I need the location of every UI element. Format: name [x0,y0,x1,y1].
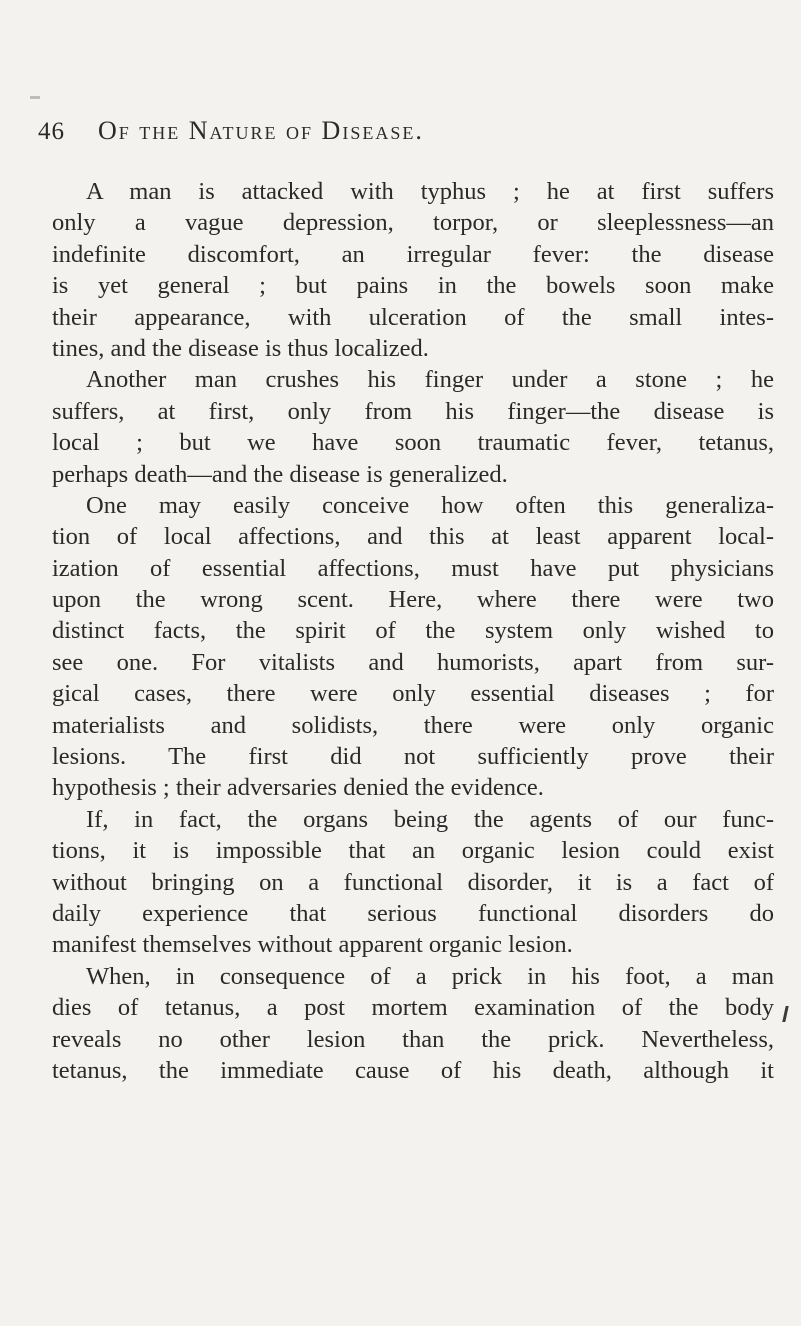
text-line: One may easily conceive how often this generaliza- [86,491,774,519]
text-line: When, in consequence of a prick in his foot, a man [86,962,774,990]
margin-mark [782,1006,788,1022]
text-line: see one. For vitalists and humorists, apart from sur- [52,648,774,676]
text-line: tions, it is impossible that an organic lesion could exist [52,837,774,865]
text-line: gical cases, there were only essential diseases ; for [52,680,774,708]
text-line: tion of local affections, and this at least apparent local- [52,523,774,551]
text-line: A man is attacked with typhus ; he at first suffers [86,178,774,205]
body-text [52,176,774,1086]
text-line: without bringing on a functional disorder, it is a fact of [52,868,774,896]
text-line: tines, and the disease is thus localized. [52,334,429,362]
text-line: indefinite discomfort, an irregular fever: the disease [52,240,774,268]
text-line: suffers, at first, only from his finger—the disease is [52,397,774,425]
text-line: upon the wrong scent. Here, where there were two [52,586,774,614]
text-line: local ; but we have soon traumatic fever, tetanus, [52,429,774,457]
text-line: reveals no other lesion than the prick. Nevertheless, [52,1025,774,1053]
text-line: is yet general ; but pains in the bowels soon make [52,272,774,300]
text-line: tetanus, the immediate cause of his death, although it [52,1056,774,1084]
text-line: materialists and solidists, there were only organic [52,711,774,739]
text-line: If, in fact, the organs being the agents of our func- [86,805,774,833]
text-line: hypothesis ; their adversaries denied the evidence. [52,774,544,802]
text-line: perhaps death—and the disease is generalized. [52,460,508,488]
text-line: ization of essential affections, must have put physicians [52,554,774,582]
running-title: Of the Nature of Disease. [98,116,424,145]
text-line: distinct facts, the spirit of the system only wished to [52,617,774,645]
page-number: 46 [38,118,65,145]
text-line: dies of tetanus, a post mortem examination of the body [52,994,774,1022]
text-line: only a vague depression, torpor, or sleeplessness—an [52,209,774,237]
text-line: their appearance, with ulceration of the small intes- [52,303,774,331]
text-line: lesions. The first did not sufficiently prove their [52,743,774,771]
page-header [38,116,424,146]
scan-edge-mark [30,96,40,99]
text-line: daily experience that serious functional disorders do [52,899,774,927]
text-line: manifest themselves without apparent organic lesion. [52,931,573,959]
text-line: Another man crushes his finger under a stone ; he [86,366,774,394]
